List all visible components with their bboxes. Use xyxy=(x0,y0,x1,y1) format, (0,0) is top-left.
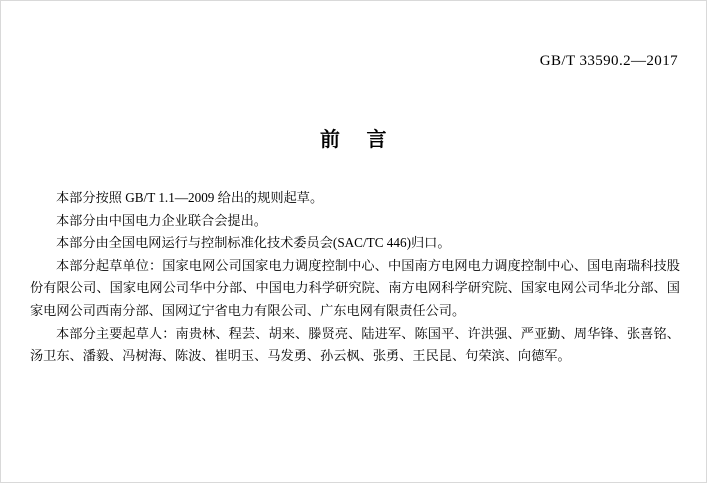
paragraph: 本部分起草单位：国家电网公司国家电力调度控制中心、中国南方电网电力调度控制中心、国电南瑞科技股份有限公司、国家电网公司华中分部、中国电力科学研究院、南方电网科学研究院、国家电网公司华北分部、国家电网公司西南分部、国网辽宁省电力有限公司、广东电网有限责任公司。 xyxy=(30,257,680,318)
paragraph: 本部分主要起草人：南贵林、程芸、胡来、滕贤亮、陆进军、陈国平、许洪强、严亚勤、周华锋、张喜铭、汤卫东、潘毅、冯树海、陈波、崔明玉、马发勇、孙云枫、张勇、王民昆、句荣滨、向德军。 xyxy=(30,325,680,364)
page-title xyxy=(1,123,706,152)
standard-number: GB/T 33590.2—2017 xyxy=(539,53,678,69)
paragraph: 本部分由全国电网运行与控制标准化技术委员会(SAC/TC 446)归口。 xyxy=(56,235,451,251)
page-title-part1: 前 xyxy=(320,129,341,151)
paragraph: 本部分按照 GB/T 1.1—2009 给出的规则起草。 xyxy=(56,190,324,205)
foreword-body xyxy=(30,187,680,368)
paragraph: 本部分由中国电力企业联合会提出。 xyxy=(56,212,267,228)
page-title-part2: 言 xyxy=(366,129,387,151)
